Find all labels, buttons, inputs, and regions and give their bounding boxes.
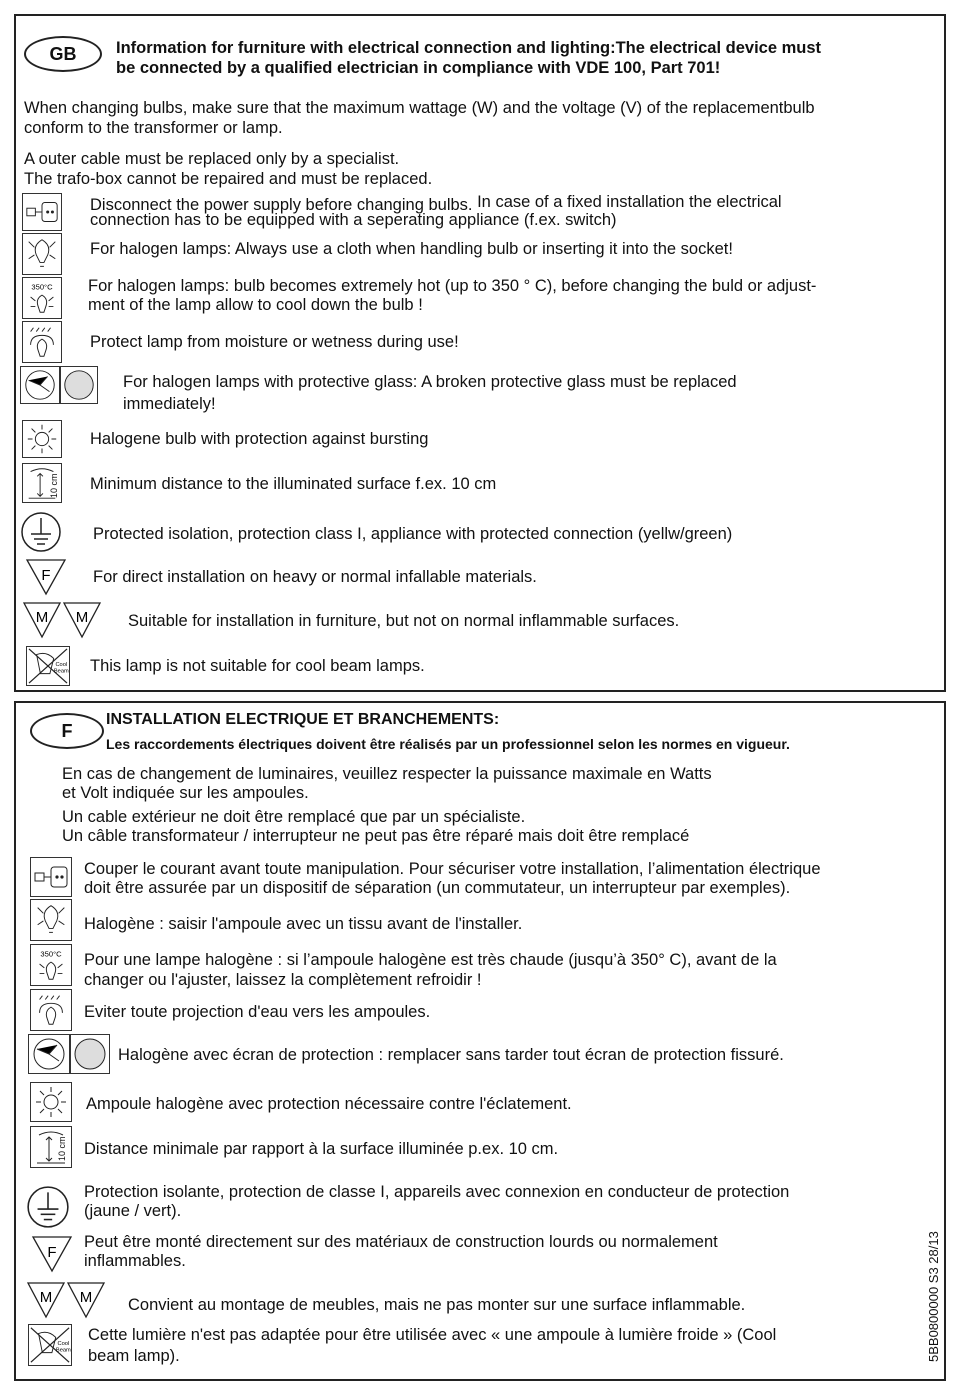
fr-title: INSTALLATION ELECTRIQUE ET BRANCHEMENTS: [106, 711, 500, 728]
fr-isolation-line1: Protection isolante, protection de classe I, appareils avec connexion en conducteur de protection [84, 1183, 790, 1201]
mm-mark-icon [22, 600, 102, 640]
fr-disconnect-line2: doit être assurée par un dispositif de séparation (un commutateur, un interrupteur par exemples). [84, 879, 791, 897]
fr-m-mark-label-1: M [39, 1289, 53, 1306]
fr-unplug-icon [30, 857, 72, 897]
coolbeam-label2: Beam [53, 668, 69, 675]
broken-glass-icon [20, 366, 60, 404]
fr-distance-icon [30, 1126, 72, 1168]
protective-earth-icon [20, 510, 62, 554]
gb-coolbeam: This lamp is not suitable for cool beam lamps. [90, 657, 425, 675]
gb-disconnect-line1a: Disconnect the power supply before changing bulbs. [90, 196, 473, 214]
protective-glass-icon [60, 366, 98, 404]
fr-cloth-bulb-icon [30, 899, 72, 941]
fr-distance: Distance minimale par rapport à la surface illuminée p.ex. 10 cm. [84, 1140, 559, 1158]
temp-label: 350°C [31, 282, 53, 292]
fr-coolbeam-label1: Cool [57, 1341, 70, 1347]
gb-cloth: For halogen lamps: Always use a cloth when handling bulb or inserting it into the socket! [90, 240, 733, 258]
burst-protection-icon [22, 420, 62, 458]
no-coolbeam-icon [26, 646, 70, 686]
fr-m-mark-label-2: M [79, 1289, 93, 1306]
fr-hot-line2: changer ou l'ajuster, laissez la complètement refroidir ! [84, 971, 482, 989]
distance-icon [22, 463, 62, 503]
cloth-bulb-icon [22, 233, 62, 275]
gb-header-line1: Information for furniture with electrical connection and lighting:The electrical device must [116, 39, 822, 57]
distance-label: 10 cm [49, 473, 59, 498]
unplug-icon [22, 193, 62, 231]
fr-coolbeam-line2: beam lamp). [88, 1347, 180, 1365]
gb-bursting: Halogene bulb with protection against bursting [90, 430, 429, 448]
fr-f-mark-icon [30, 1234, 74, 1274]
fr-disconnect-line1: Couper le courant avant toute manipulation. Pour sécuriser votre installation, l’alimentation électrique [84, 860, 821, 878]
fr-bursting: Ampoule halogène avec protection nécessaire contre l'éclatement. [86, 1095, 572, 1113]
gb-bulb-line1: When changing bulbs, make sure that the maximum wattage (W) and the voltage (V) of the replacementbulb [24, 99, 815, 117]
fr-protective-glass-icon [70, 1034, 110, 1074]
fr-bulb-line1: En cas de changement de luminaires, veuillez respecter la puissance maximale en Watts [62, 765, 712, 783]
fr-bulb-line2: et Volt indiquée sur les ampoules. [62, 784, 309, 802]
fr-glass: Halogène avec écran de protection : remplacer sans tarder tout écran de protection fissuré. [118, 1046, 784, 1064]
fr-direct-line2: inflammables. [84, 1252, 186, 1270]
gb-distance: Minimum distance to the illuminated surface f.ex. 10 cm [90, 475, 497, 493]
fr-moisture: Eviter toute projection d'eau vers les ampoules. [84, 1003, 431, 1021]
gb-hot-line1: For halogen lamps: bulb becomes extremely hot (up to 350 ° C), before changing the buld or adjust- [88, 277, 817, 295]
fr-broken-glass-icon [28, 1034, 70, 1074]
f-mark-icon [24, 557, 68, 597]
fr-section [14, 701, 946, 1381]
fr-furniture: Convient au montage de meubles, mais ne pas monter sur une surface inflammable. [128, 1296, 746, 1314]
gb-disconnect-line1b: In case of a fixed installation the electrical [477, 193, 782, 211]
fr-mm-mark-icon [26, 1280, 106, 1320]
gb-hot-line2: ment of the lamp allow to cool down the bulb ! [88, 296, 423, 314]
fr-cable-line1: Un cable extérieur ne doit être remplacé que par un spécialiste. [62, 808, 526, 826]
fr-cloth: Halogène : saisir l'ampoule avec un tissu avant de l'installer. [84, 915, 523, 933]
fr-language-badge: F [30, 713, 104, 749]
gb-disconnect-line2: connection has to be equipped with a seperating appliance (f.ex. switch) [90, 211, 617, 229]
gb-disconnect-line1 [90, 192, 782, 212]
gb-bulb-line2: conform to the transformer or lamp. [24, 119, 283, 137]
fr-subtitle: Les raccordements électriques doivent être réalisés par un professionnel selon les normes en vigueur. [106, 736, 790, 752]
fr-isolation-line2: (jaune / vert). [84, 1202, 182, 1220]
fr-hot-line1: Pour une lampe halogène : si l’ampoule halogène est très chaude (jusqu’à 350° C), avant de la [84, 951, 777, 969]
fr-moisture-icon [30, 989, 72, 1031]
fr-hot-bulb-icon [30, 944, 72, 986]
gb-glass-line1: For halogen lamps with protective glass: A broken protective glass must be replaced [123, 373, 737, 391]
gb-cable-line2: The trafo-box cannot be repaired and must be replaced. [24, 170, 433, 188]
hot-bulb-icon [22, 277, 62, 319]
gb-language-badge: GB [24, 36, 102, 72]
gb-glass-line2: immediately! [123, 395, 216, 413]
gb-furniture: Suitable for installation in furniture, but not on normal inflammable surfaces. [128, 612, 680, 630]
fr-coolbeam-line1: Cette lumière n'est pas adaptée pour être utilisée avec « une ampoule à lumière froide » (Cool [88, 1326, 777, 1344]
gb-isolation: Protected isolation, protection class I, appliance with protected connection (yellw/green) [93, 525, 733, 543]
coolbeam-label1: Cool [55, 662, 68, 668]
gb-direct: For direct installation on heavy or normal infallable materials. [93, 568, 537, 586]
fr-burst-protection-icon [30, 1082, 72, 1122]
fr-temp-label: 350°C [40, 949, 62, 959]
gb-cable-line1: A outer cable must be replaced only by a specialist. [24, 150, 400, 168]
gb-moisture: Protect lamp from moisture or wetness during use! [90, 333, 459, 351]
fr-distance-label: 10 cm [57, 1136, 67, 1161]
gb-header-line2: be connected by a qualified electrician in compliance with VDE 100, Part 701! [116, 59, 721, 77]
fr-f-mark-label: F [47, 1244, 57, 1261]
moisture-icon [22, 321, 62, 363]
f-mark-label: F [41, 567, 51, 584]
fr-direct-line1: Peut être monté directement sur des matériaux de construction lourds ou normalement [84, 1233, 718, 1251]
document-code: 5BB0800000 S3 28/13 [926, 1231, 941, 1362]
fr-cable-line2: Un câble transformateur / interrupteur ne peut pas être réparé mais doit être remplacé [62, 827, 690, 845]
fr-protective-earth-icon [26, 1184, 70, 1230]
fr-coolbeam-label2: Beam [55, 1347, 71, 1354]
m-mark-label-2: M [75, 609, 89, 626]
fr-no-coolbeam-icon [28, 1324, 72, 1366]
m-mark-label-1: M [35, 609, 49, 626]
